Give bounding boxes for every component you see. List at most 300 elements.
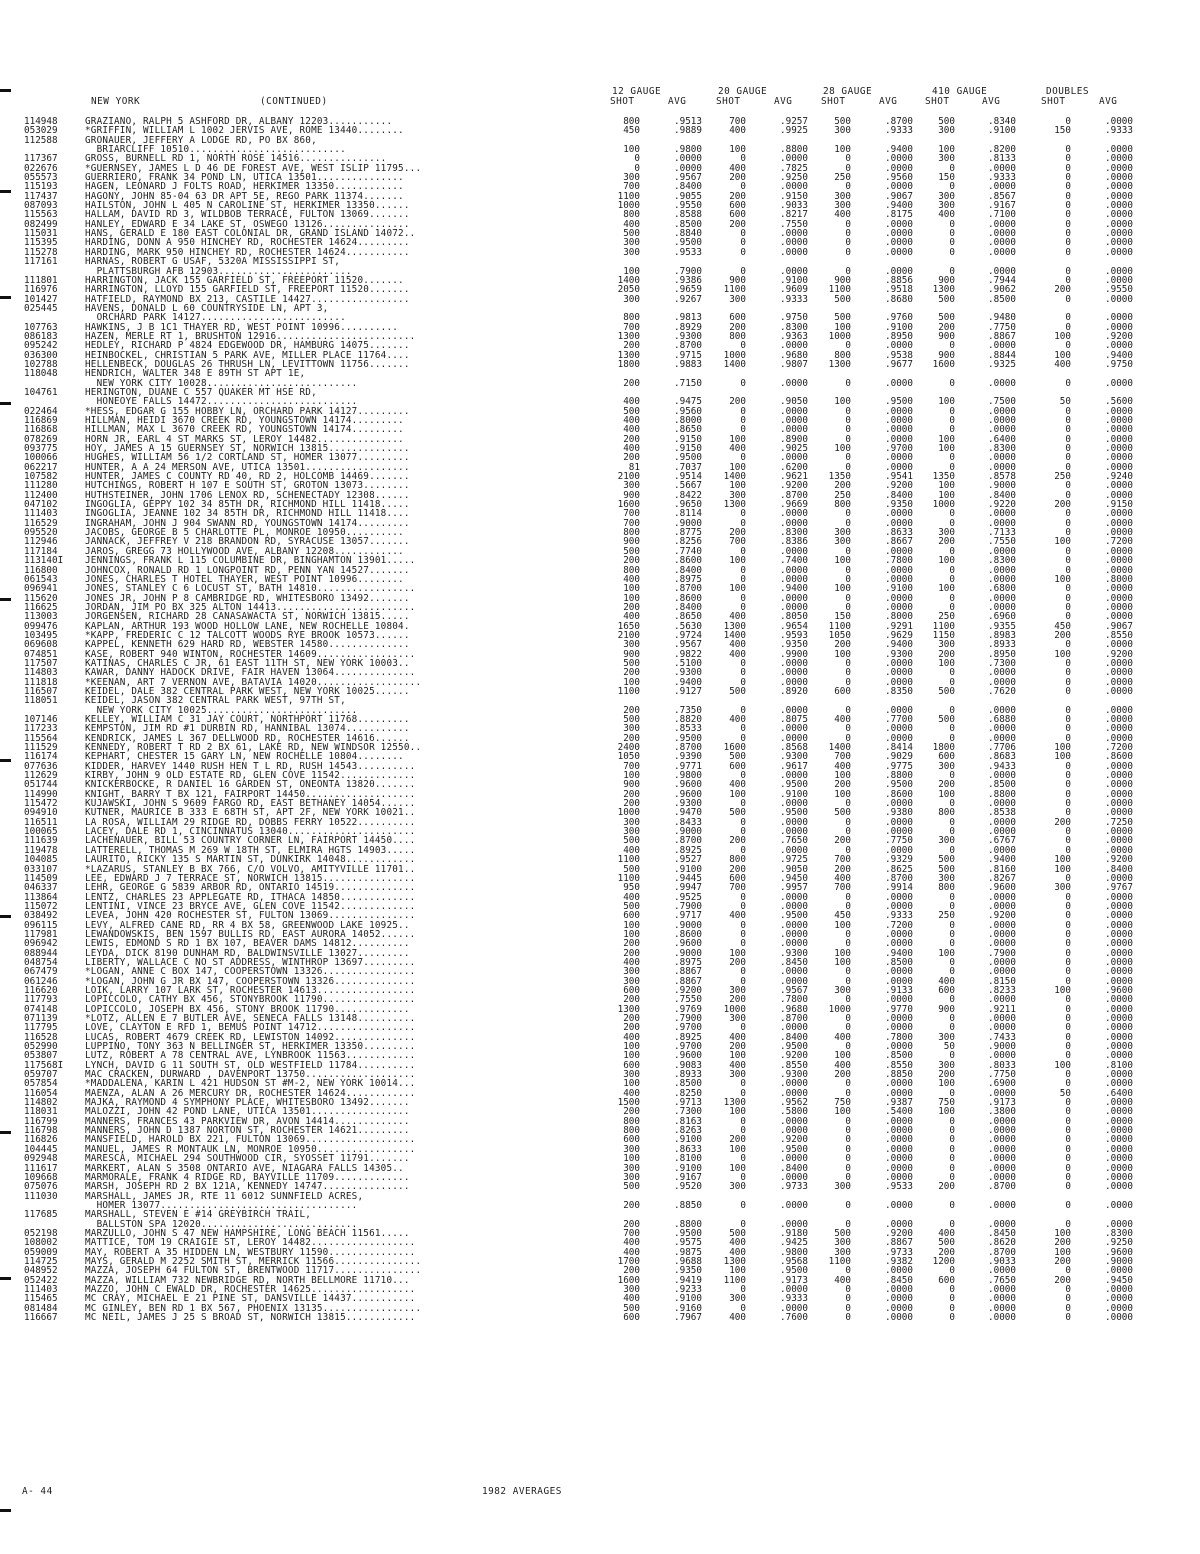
member-name-address: LEYDA, DICK 8190 DUNHAM RD, BALDWINSVILLE 13027......... <box>85 948 410 958</box>
shot-410-value: 200 <box>938 1069 955 1081</box>
column-header-avg: AVG <box>668 96 687 107</box>
avg-410-value: .6960 <box>988 611 1016 623</box>
shot-12-value: 200 <box>623 452 640 464</box>
avg-28-value: .0000 <box>885 975 913 987</box>
member-id: 033107 <box>24 863 58 875</box>
avg-20-value: .9350 <box>780 639 808 651</box>
shot-28-value: 0 <box>845 237 851 249</box>
avg-20-value: .0000 <box>780 975 808 987</box>
avg-28-value: .9400 <box>885 144 913 156</box>
avg-410-value: .0000 <box>988 424 1016 436</box>
avg-doubles-value: .0000 <box>1105 340 1133 352</box>
shot-410-value: 200 <box>938 779 955 791</box>
avg-20-value: .0000 <box>780 601 808 613</box>
table-row <box>0 509 1200 518</box>
avg-12-value: .9200 <box>674 984 702 996</box>
table-row <box>0 930 1200 939</box>
avg-20-value: .9593 <box>780 629 808 641</box>
avg-410-value: .7133 <box>988 527 1016 539</box>
avg-doubles-value: .0000 <box>1105 844 1133 856</box>
avg-12-value: .8650 <box>674 611 702 623</box>
avg-20-value: .9617 <box>780 760 808 772</box>
member-name-address: HORN JR, EARL 4 ST MARKS ST, LEROY 14482............... <box>85 434 404 445</box>
member-id: 116976 <box>24 284 58 296</box>
avg-28-value: .8633 <box>885 527 913 539</box>
avg-410-value: .9000 <box>988 1041 1016 1053</box>
avg-doubles-value: .0000 <box>1105 116 1133 127</box>
avg-28-value: .9677 <box>885 358 913 370</box>
avg-20-value: .0000 <box>780 415 808 426</box>
avg-doubles-value: .9200 <box>1105 854 1133 866</box>
shot-12-value: 1100 <box>617 872 640 884</box>
shot-20-value: 700 <box>729 536 746 548</box>
avg-12-value: .8263 <box>674 1125 702 1137</box>
shot-12-value: 1600 <box>617 1274 640 1286</box>
avg-28-value: .0000 <box>885 1171 913 1183</box>
avg-410-value: .8150 <box>988 975 1016 987</box>
avg-28-value: .9629 <box>885 629 913 641</box>
avg-12-value: .9419 <box>674 1274 702 1286</box>
avg-doubles-value: .6400 <box>1105 1087 1133 1099</box>
shot-12-value: 2050 <box>617 284 640 296</box>
shot-doubles-value: 200 <box>1054 816 1071 828</box>
shot-doubles-value: 300 <box>1054 882 1071 894</box>
shot-28-value: 700 <box>834 882 851 894</box>
table-row <box>0 865 1200 874</box>
shot-410-value: 200 <box>938 536 955 548</box>
avg-410-value: .7300 <box>988 657 1016 669</box>
avg-410-value: .9000 <box>988 480 1016 492</box>
avg-410-value: .0000 <box>988 452 1016 464</box>
shot-28-value: 400 <box>834 760 851 772</box>
avg-28-value: .0000 <box>885 564 913 576</box>
shot-20-value: 100 <box>729 555 746 567</box>
avg-20-value: .9050 <box>780 396 808 408</box>
avg-20-value: .6200 <box>780 461 808 473</box>
avg-12-value: .9500 <box>674 732 702 744</box>
avg-12-value: .9127 <box>674 685 702 697</box>
shot-20-value: 200 <box>729 994 746 1006</box>
member-id: 117685 <box>24 1209 58 1221</box>
column-header-avg: AVG <box>774 96 793 107</box>
shot-20-value: 200 <box>729 956 746 968</box>
avg-410-value: .0000 <box>988 377 1016 389</box>
avg-410-value: .7433 <box>988 1031 1016 1043</box>
avg-12-value: .5630 <box>674 620 702 632</box>
member-name-address: HEDLEY, RICHARD P 4824 EDGEWOOD DR, HAMBURG 14075....... <box>85 341 410 351</box>
avg-20-value: .0000 <box>780 424 808 436</box>
shot-410-value: 900 <box>938 1003 955 1015</box>
avg-28-value: .8867 <box>885 1237 913 1249</box>
member-id: 112629 <box>24 770 58 782</box>
avg-12-value: .8400 <box>674 181 702 193</box>
member-id: 095520 <box>24 527 58 539</box>
member-name-address: LYNCH, DAVID G 11 SOUTH ST, OLD WESTFIELD 11784.......... <box>85 1060 416 1071</box>
shot-410-value: 0 <box>949 994 955 1006</box>
table-row <box>0 547 1200 556</box>
avg-doubles-value: .0000 <box>1105 928 1133 940</box>
avg-20-value: .0000 <box>780 704 808 716</box>
avg-20-value: .8550 <box>780 1059 808 1071</box>
shot-doubles-value: 100 <box>1054 1246 1071 1258</box>
member-name-address: *HESS, EDGAR G 155 HOBBY LN, ORCHARD PARK 14127......... <box>85 406 410 416</box>
shot-410-value: 0 <box>949 181 955 193</box>
table-row <box>0 154 1200 163</box>
shot-410-value: 100 <box>938 1078 955 1090</box>
shot-20-value: 300 <box>729 1181 746 1193</box>
shot-12-value: 500 <box>623 835 640 847</box>
avg-20-value: .0000 <box>780 667 808 679</box>
shot-doubles-value: 0 <box>1065 489 1071 501</box>
shot-28-value: 0 <box>845 517 851 529</box>
shot-doubles-value: 150 <box>1054 125 1071 137</box>
avg-410-value: .8538 <box>988 807 1016 819</box>
shot-12-value: 700 <box>623 760 640 772</box>
avg-28-value: .9914 <box>885 882 913 894</box>
shot-doubles-value: 0 <box>1065 611 1071 623</box>
avg-20-value: .0000 <box>780 1218 808 1230</box>
shot-28-value: 0 <box>845 564 851 576</box>
member-name-address: MAY, ROBERT A 35 HIDDEN LN, WESTBURY 11590............... <box>85 1247 416 1257</box>
shot-28-value: 100 <box>834 956 851 968</box>
shot-28-value: 0 <box>845 1171 851 1183</box>
avg-doubles-value: .0000 <box>1105 1162 1133 1174</box>
shot-20-value: 600 <box>729 209 746 221</box>
shot-12-value: 900 <box>623 489 640 501</box>
shot-20-value: 300 <box>729 984 746 996</box>
shot-20-value: 0 <box>740 181 746 193</box>
avg-12-value: .9715 <box>674 349 702 361</box>
member-id: 115564 <box>24 732 58 744</box>
member-id: 071139 <box>24 1013 58 1024</box>
table-row <box>0 351 1200 360</box>
shot-410-value: 1150 <box>932 629 955 641</box>
avg-12-value: .0000 <box>674 153 702 165</box>
avg-20-value: .9500 <box>780 1041 808 1053</box>
shot-410-value: 500 <box>938 116 955 127</box>
shot-410-value: 1800 <box>932 742 955 754</box>
member-name-address: HARDING, DONN A 950 HINCHEY RD, ROCHESTER 14624......... <box>85 238 410 248</box>
shot-20-value: 0 <box>740 919 746 931</box>
shot-410-value: 400 <box>938 209 955 221</box>
member-id: 116826 <box>24 1134 58 1146</box>
avg-410-value: .7650 <box>988 1274 1016 1286</box>
member-id: 114725 <box>24 1255 58 1267</box>
table-row <box>0 453 1200 462</box>
avg-20-value: .7650 <box>780 835 808 847</box>
shot-20-value: 0 <box>740 732 746 744</box>
member-name-address: LUCAS, ROBERT 4679 CREEK RD, LEWISTON 14092.............. <box>85 1032 416 1043</box>
avg-28-value: .9541 <box>885 471 913 483</box>
avg-doubles-value: .9550 <box>1105 284 1133 296</box>
avg-20-value: .0000 <box>780 1153 808 1165</box>
avg-28-value: .0000 <box>885 508 913 520</box>
avg-20-value: .8050 <box>780 611 808 623</box>
shot-doubles-value: 0 <box>1065 517 1071 529</box>
avg-doubles-value: .0000 <box>1105 237 1133 249</box>
shot-410-value: 400 <box>938 975 955 987</box>
shot-doubles-value: 0 <box>1065 1078 1071 1090</box>
avg-410-value: .9325 <box>988 358 1016 370</box>
table-row <box>0 650 1200 659</box>
table-row <box>0 472 1200 481</box>
avg-410-value: .9100 <box>988 125 1016 137</box>
shot-410-value: 100 <box>938 1106 955 1118</box>
avg-410-value: .8933 <box>988 639 1016 651</box>
shot-28-value: 0 <box>845 676 851 688</box>
shot-28-value: 0 <box>845 265 851 277</box>
avg-12-value: .7300 <box>674 1106 702 1118</box>
member-id: 075076 <box>24 1181 58 1193</box>
table-row <box>0 715 1200 724</box>
member-name-address: HARDING, MARK 950 HINCHEY RD, ROCHESTER 14624........... <box>85 247 410 258</box>
shot-doubles-value: 100 <box>1054 573 1071 585</box>
table-row <box>0 696 1200 705</box>
shot-12-value: 100 <box>623 1050 640 1062</box>
member-name-address: MARSH, JOSEPH RD 2 BX 121A, KENNEDY 14747............... <box>85 1182 410 1192</box>
avg-20-value: .8700 <box>780 1013 808 1024</box>
member-id: 048952 <box>24 1265 58 1277</box>
table-row <box>0 257 1200 266</box>
shot-28-value: 0 <box>845 1312 851 1323</box>
avg-12-value: .9475 <box>674 396 702 408</box>
member-id: 116528 <box>24 1031 58 1043</box>
shot-12-value: 100 <box>623 676 640 688</box>
shot-12-value: 600 <box>623 1134 640 1146</box>
avg-410-value: .0000 <box>988 770 1016 782</box>
avg-doubles-value: .0000 <box>1105 966 1133 978</box>
shot-20-value: 0 <box>740 228 746 240</box>
table-row <box>0 369 1200 378</box>
shot-28-value: 0 <box>845 826 851 838</box>
member-id: 055573 <box>24 172 58 184</box>
avg-12-value: .9000 <box>674 517 702 529</box>
avg-28-value: .9700 <box>885 443 913 455</box>
avg-410-value: .0000 <box>988 994 1016 1006</box>
avg-410-value: .7620 <box>988 685 1016 697</box>
shot-12-value: 300 <box>623 480 640 492</box>
shot-12-value: 200 <box>623 377 640 389</box>
shot-doubles-value: 0 <box>1065 835 1071 847</box>
avg-doubles-value: .8400 <box>1105 863 1133 875</box>
shot-20-value: 300 <box>729 1293 746 1305</box>
member-id: 114509 <box>24 872 58 884</box>
shot-20-value: 1100 <box>723 1274 746 1286</box>
shot-20-value: 0 <box>740 1087 746 1099</box>
table-row <box>0 855 1200 864</box>
shot-28-value: 300 <box>834 200 851 212</box>
table-row <box>0 752 1200 761</box>
shot-20-value: 0 <box>740 564 746 576</box>
avg-12-value: .9267 <box>674 293 702 305</box>
table-row <box>0 519 1200 528</box>
shot-28-value: 500 <box>834 116 851 127</box>
avg-28-value: .8625 <box>885 863 913 875</box>
shot-28-value: 0 <box>845 228 851 240</box>
table-row <box>0 958 1200 967</box>
avg-28-value: .8856 <box>885 274 913 286</box>
avg-12-value: .8000 <box>674 415 702 426</box>
shot-doubles-value: 0 <box>1065 218 1071 230</box>
avg-28-value: .0000 <box>885 1125 913 1137</box>
shot-28-value: 600 <box>834 685 851 697</box>
shot-410-value: 200 <box>938 321 955 333</box>
table-row <box>0 267 1200 276</box>
member-name-address: MARZULLO, JOHN S 47 NEW HAMPSHIRE, LONG BEACH 11561..... <box>85 1228 410 1239</box>
avg-28-value: .0000 <box>885 246 913 258</box>
avg-doubles-value: .0000 <box>1105 144 1133 156</box>
member-id: 102788 <box>24 358 58 370</box>
avg-410-value: .8300 <box>988 555 1016 567</box>
avg-410-value: .0000 <box>988 1302 1016 1314</box>
shot-doubles-value: 0 <box>1065 1312 1071 1323</box>
avg-doubles-value: .0000 <box>1105 1125 1133 1137</box>
member-id: 111818 <box>24 676 58 688</box>
avg-28-value: .0000 <box>885 704 913 716</box>
avg-28-value: .0000 <box>885 1218 913 1230</box>
shot-410-value: 0 <box>949 1283 955 1295</box>
member-name-address: *MADDALENA, KARIN L 421 HUDSON ST #M-2, NEW YORK 10014... <box>85 1079 416 1089</box>
avg-20-value: .9500 <box>780 807 808 819</box>
avg-doubles-value: .0000 <box>1105 1050 1133 1062</box>
avg-28-value: .0000 <box>885 798 913 810</box>
avg-12-value: .9700 <box>674 1041 702 1053</box>
avg-doubles-value: .0000 <box>1105 676 1133 688</box>
member-id: 114990 <box>24 788 58 800</box>
shot-28-value: 100 <box>834 443 851 455</box>
avg-doubles-value: .8100 <box>1105 1059 1133 1071</box>
avg-20-value: .0000 <box>780 153 808 165</box>
shot-doubles-value: 0 <box>1065 1162 1071 1174</box>
shot-28-value: 0 <box>845 657 851 669</box>
avg-20-value: .0000 <box>780 844 808 856</box>
shot-410-value: 0 <box>949 162 955 174</box>
shot-410-value: 1100 <box>932 620 955 632</box>
shot-28-value: 1350 <box>828 471 851 483</box>
member-name-address: MANSFIELD, HAROLD BX 221, FULTON 13069................... <box>85 1135 416 1145</box>
avg-410-value: .8233 <box>988 984 1016 996</box>
table-row <box>0 1164 1200 1173</box>
table-row <box>0 1117 1200 1126</box>
shot-410-value: 0 <box>949 938 955 950</box>
column-header-shot: SHOT <box>1041 96 1066 107</box>
member-name-address: JONES JR, JOHN P 8 CAMBRIDGE RD, WHITESBORO 13492....... <box>85 593 410 603</box>
shot-20-value: 400 <box>729 1059 746 1071</box>
shot-12-value: 800 <box>623 1125 640 1137</box>
shot-28-value: 300 <box>834 1237 851 1249</box>
member-id: 116799 <box>24 1115 58 1127</box>
member-name-address: LAURITO, RICKY 135 S MARTIN ST, DUNKIRK 14048............ <box>85 855 416 865</box>
shot-20-value: 400 <box>729 1031 746 1043</box>
avg-20-value: .9300 <box>780 751 808 763</box>
avg-12-value: .8588 <box>674 209 702 221</box>
avg-28-value: .0000 <box>885 1134 913 1146</box>
member-name-address: HILLMAN, MAX L 3670 CREEK RD, YOUNGSTOWN 14174......... <box>85 425 404 435</box>
table-row <box>0 1210 1200 1219</box>
avg-12-value: .8820 <box>674 714 702 725</box>
shot-28-value: 500 <box>834 293 851 305</box>
member-name-address: MARSHALL, STEVEN E #14 GREYBIRCH TRAIL, <box>85 1210 312 1220</box>
member-name-address: LEE, EDWARD J 7 TERRACE ST, NORWICH 13815................ <box>85 873 416 884</box>
shot-doubles-value: 0 <box>1065 760 1071 772</box>
shot-410-value: 0 <box>949 1199 955 1211</box>
avg-12-value: .8700 <box>674 340 702 352</box>
avg-doubles-value: .9767 <box>1105 882 1133 894</box>
shot-410-value: 0 <box>949 844 955 856</box>
shot-20-value: 0 <box>740 704 746 716</box>
avg-12-value: .8433 <box>674 816 702 828</box>
avg-20-value: .7550 <box>780 218 808 230</box>
state-heading: NEW YORK <box>91 96 141 107</box>
shot-doubles-value: 0 <box>1065 200 1071 212</box>
member-name-address: LATTERELL, THOMAS M 269 W 18TH ST, ELMIRA HGTS 14903..... <box>85 845 416 856</box>
member-name-address: MAYS, GERALD M 2252 SMITH ST, MERRICK 11566............... <box>85 1256 422 1267</box>
avg-doubles-value: .0000 <box>1105 583 1133 595</box>
shot-28-value: 0 <box>845 966 851 978</box>
shot-28-value: 1300 <box>828 358 851 370</box>
shot-12-value: 100 <box>623 1153 640 1165</box>
table-row <box>0 360 1200 369</box>
shot-doubles-value: 100 <box>1054 349 1071 361</box>
avg-410-value: .7100 <box>988 209 1016 221</box>
avg-12-value: .9167 <box>674 1171 702 1183</box>
shot-410-value: 300 <box>938 125 955 137</box>
avg-doubles-value: .0000 <box>1105 377 1133 389</box>
avg-doubles-value: .0000 <box>1105 424 1133 436</box>
shot-doubles-value: 0 <box>1065 312 1071 324</box>
member-name-address: *KEENAN, ART 7 VERNON AVE, BATAVIA 14020.................. <box>85 677 422 687</box>
avg-410-value: .9167 <box>988 200 1016 212</box>
member-name-address: MARSHALL, JAMES JR, RTE 11 6012 SUNNFIELD ACRES, <box>85 1191 364 1201</box>
avg-28-value: .9133 <box>885 984 913 996</box>
shot-12-value: 500 <box>623 900 640 912</box>
shot-20-value: 200 <box>729 396 746 408</box>
shot-28-value: 700 <box>834 751 851 763</box>
table-row <box>0 584 1200 593</box>
avg-410-value: .0000 <box>988 956 1016 968</box>
avg-doubles-value: .0000 <box>1105 1078 1133 1090</box>
shot-410-value: 0 <box>949 1143 955 1155</box>
avg-410-value: .0000 <box>988 246 1016 258</box>
avg-12-value: .7350 <box>674 704 702 716</box>
shot-20-value: 0 <box>740 415 746 426</box>
shot-12-value: 300 <box>623 966 640 978</box>
avg-12-value: .5100 <box>674 657 702 669</box>
avg-doubles-value: .0000 <box>1105 1069 1133 1081</box>
avg-12-value: .8600 <box>674 592 702 604</box>
member-id: 111801 <box>24 274 58 286</box>
shot-20-value: 300 <box>729 489 746 501</box>
shot-12-value: 900 <box>623 648 640 660</box>
table-row <box>0 481 1200 490</box>
member-id: 048754 <box>24 956 58 968</box>
shot-20-value: 600 <box>729 200 746 212</box>
shot-12-value: 400 <box>623 956 640 968</box>
member-name-address: INGOGLIA, GEPPY 102 34 85TH DR, RICHMOND HILL 11418..... <box>85 500 410 510</box>
member-name-address: KIRBY, JOHN 9 OLD ESTATE RD, GLEN COVE 11542............. <box>85 771 416 781</box>
avg-410-value: .9173 <box>988 1097 1016 1109</box>
shot-28-value: 100 <box>834 648 851 660</box>
member-name-address: INGOGLIA, JEANNE 102 34 85TH DR, RICHMOND HILL 11418.... <box>85 509 410 519</box>
avg-doubles-value: .0000 <box>1105 947 1133 959</box>
shot-410-value: 100 <box>938 555 955 567</box>
avg-12-value: .8600 <box>674 555 702 567</box>
column-header-avg: AVG <box>879 96 898 107</box>
shot-12-value: 200 <box>623 1265 640 1277</box>
avg-doubles-value: .0000 <box>1105 891 1133 903</box>
member-id: 082499 <box>24 218 58 230</box>
shot-20-value: 200 <box>729 190 746 202</box>
